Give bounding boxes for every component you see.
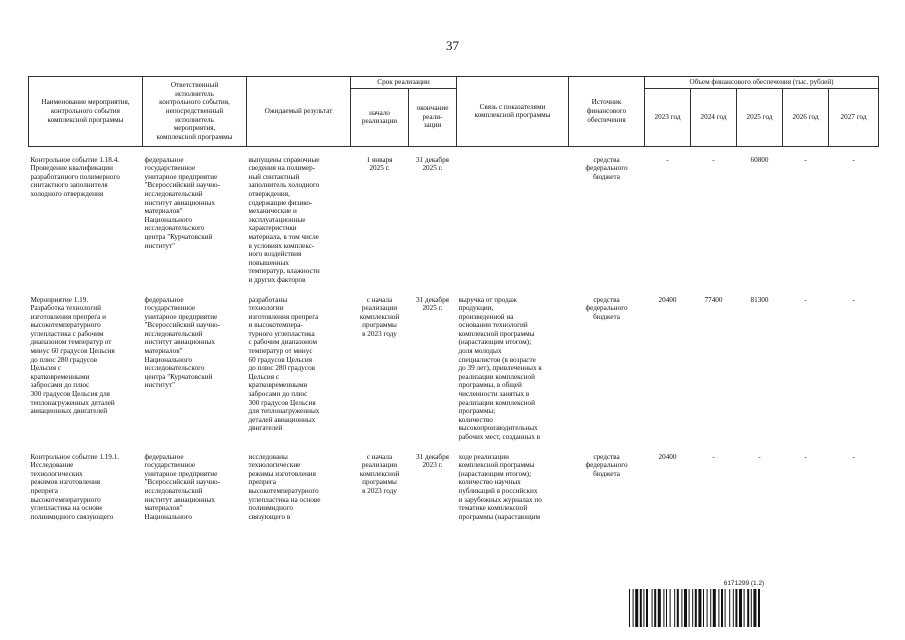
cell-link: выручка от продаж продукции, произведенной на основании технологий комплексной программы (нарастающим итогом); доля молодых специалистов (в возрасте до 39 лет), привлеченных к реализации комплексной программы, в общей численности занятых в реализации комплексной программы; количество высокопроизводительных рабочих мест, созданных в: [458, 295, 542, 441]
table-row: [29, 155, 879, 295]
barcode-bar: [703, 589, 704, 627]
cell-start: с начала реализации комплексной программы в 2023 году: [359, 295, 400, 338]
cell-end: 31 декабря 2025 г.: [416, 155, 449, 173]
table-row: [29, 295, 879, 452]
barcode-bar: [710, 589, 711, 627]
barcode-bar: [689, 589, 690, 627]
barcode-label: 6171299 (1.2): [723, 580, 765, 587]
barcode-bar: [633, 589, 634, 627]
cell-responsible: федеральное государственное унитарное предприятие "Всероссийский научно- исследовательский институт авиационных материалов" Национального: [144, 452, 221, 521]
header-link: Связь с показателями комплексной программы: [457, 77, 569, 147]
barcode-bar: [692, 589, 693, 627]
barcode-bar: [744, 589, 745, 627]
cell-2023: -: [666, 155, 669, 164]
cell-2026: -: [804, 452, 807, 461]
barcode-bar: [718, 589, 719, 627]
header-result: Ожидаемый результат: [247, 77, 351, 147]
cell-result: исследованы технологические режимы изготовления препрега высокотемпературного углепластика на основе полиимидного связующего в: [248, 452, 321, 521]
header-year-2024: 2024 год: [691, 88, 737, 146]
cell-2024: 77400: [704, 295, 723, 304]
cell-result: выпущены справочные сведения на полимер- ный синтактный заполнитель холодного отверждения, содержащие физико- механические и эксплуатационные характеристики материала, в том числе в условиях комплекс- ного воздействия повышенных температур, влажности и других факторов: [248, 155, 320, 284]
program-table: [28, 76, 879, 531]
barcode-bar: [640, 589, 642, 627]
header-year-2023: 2023 год: [645, 88, 691, 146]
header-year-2025: 2025 год: [737, 88, 783, 146]
cell-source: средства федерального бюджета: [585, 155, 628, 181]
barcode-bar: [677, 589, 679, 627]
cell-responsible: федеральное государственное унитарное предприятие "Всероссийский научно- исследовательский институт авиационных материалов" Национального исследовательского центра "Курчатовский институт": [144, 155, 221, 250]
cell-link: ходе реализации комплексной программы (нарастающим итогом); количество научных публикаций в российских и зарубежных журналах по тематике комплексной программы (нарастающим: [458, 452, 542, 521]
table-row: [29, 452, 879, 532]
header-end: окончание реали- зации: [409, 88, 457, 146]
header-source: Источник финансового обеспечения: [569, 77, 645, 147]
barcode-bar: [739, 589, 742, 627]
header-responsible: Ответственный исполнитель контрольного события, непосредственный исполнитель мероприятия, комплексной программы: [143, 77, 247, 147]
cell-result: разработаны технологии изготовления препрега и высокотемпера- турного углепластика с рабочим диапазоном температур от минус 60 градусов Цельсия до плюс 280 градусов Цельсия с кратковременными забросами до плюс 300 градусов Цельсия для теплонагруженных деталей авиационных двигателей: [248, 295, 320, 433]
cell-responsible: федеральное государственное унитарное предприятие "Всероссийский научно- исследовательский институт авиационных материалов" Национального исследовательского центра "Курчатовский институт": [144, 295, 221, 390]
barcode-bar: [695, 589, 697, 627]
cell-2027: -: [852, 155, 855, 164]
barcode-bar: [670, 589, 671, 627]
cell-start: 1 января 2025 г.: [366, 155, 393, 173]
barcode-bar: [758, 589, 760, 627]
header-year-2027: 2027 год: [829, 88, 879, 146]
barcode-bar: [646, 589, 648, 627]
cell-link: [457, 155, 569, 295]
barcode-bar: [725, 589, 726, 627]
barcode-bar: [684, 589, 687, 627]
cell-2023: 20400: [658, 295, 677, 304]
cell-name: Контрольное событие 1.19.1. Исследование технологических режимов изготовления препрега высокотемпературного углепластика на основе полиимидного связующего: [30, 452, 120, 521]
cell-start: с начала реализации комплексной программы в 2023 году: [359, 452, 400, 495]
barcode-bars: [628, 589, 860, 627]
barcode-bar: [729, 589, 730, 627]
cell-2025: 81300: [750, 295, 769, 304]
barcode-bar: [629, 589, 630, 627]
barcode-bar: [721, 589, 723, 627]
barcode-bar: [652, 589, 653, 627]
barcode-bar: [713, 589, 716, 627]
header-year-2026: 2026 год: [783, 88, 829, 146]
barcode-bar: [681, 589, 682, 627]
cell-2025: -: [758, 452, 761, 461]
cell-2023: 20400: [658, 452, 677, 461]
header-funding: Объем финансового обеспечения (тыс. рублей): [645, 77, 879, 89]
cell-2026: -: [804, 155, 807, 164]
barcode-bar: [674, 589, 675, 627]
page-number: 37: [446, 38, 459, 53]
cell-2025: 60800: [750, 155, 769, 164]
cell-2024: -: [712, 155, 715, 164]
barcode-bar: [658, 589, 661, 627]
header-start: начало реализации: [351, 88, 409, 146]
cell-name: Мероприятие 1.19. Разработка технологий изготовления препрега и высокотемпературного углепластика с рабочим диапазоном температур от минус 60 градусов Цельсия до плюс 280 градусов Цельсия с кратковременными забросами до плюс 300 градусов Цельсия для теплонагруженных деталей авиационных двигателей: [30, 295, 115, 416]
barcode-bar: [666, 589, 667, 627]
cell-end: 31 декабря 2023 г.: [416, 452, 449, 470]
cell-end: 31 декабря 2025 г.: [416, 295, 449, 313]
barcode-bar: [753, 589, 756, 627]
barcode-bar: [635, 589, 638, 627]
cell-source: средства федерального бюджета: [585, 295, 628, 321]
barcode-bar: [707, 589, 708, 627]
cell-2027: -: [852, 295, 855, 304]
cell-name: Контрольное событие 1.18.4. Проведение квалификации разработанного полимерного синтактного заполнителя холодного отверждения: [30, 155, 120, 198]
barcode-bar: [643, 589, 644, 627]
cell-2024: -: [712, 452, 715, 461]
barcode: [628, 580, 860, 630]
cell-2026: -: [804, 295, 807, 304]
barcode-bar: [751, 589, 752, 627]
header-term: Срок реализации: [351, 77, 457, 89]
barcode-bar: [735, 589, 737, 627]
barcode-bar: [654, 589, 656, 627]
table-header: [29, 77, 879, 147]
table-body: [29, 146, 879, 531]
barcode-bar: [733, 589, 734, 627]
barcode-bar: [747, 589, 749, 627]
barcode-bar: [663, 589, 664, 627]
barcode-bar: [698, 589, 701, 627]
cell-2027: -: [852, 452, 855, 461]
header-name: Наименование мероприятия, контрольного события комплексной программы: [29, 77, 143, 147]
cell-source: средства федерального бюджета: [585, 452, 628, 478]
